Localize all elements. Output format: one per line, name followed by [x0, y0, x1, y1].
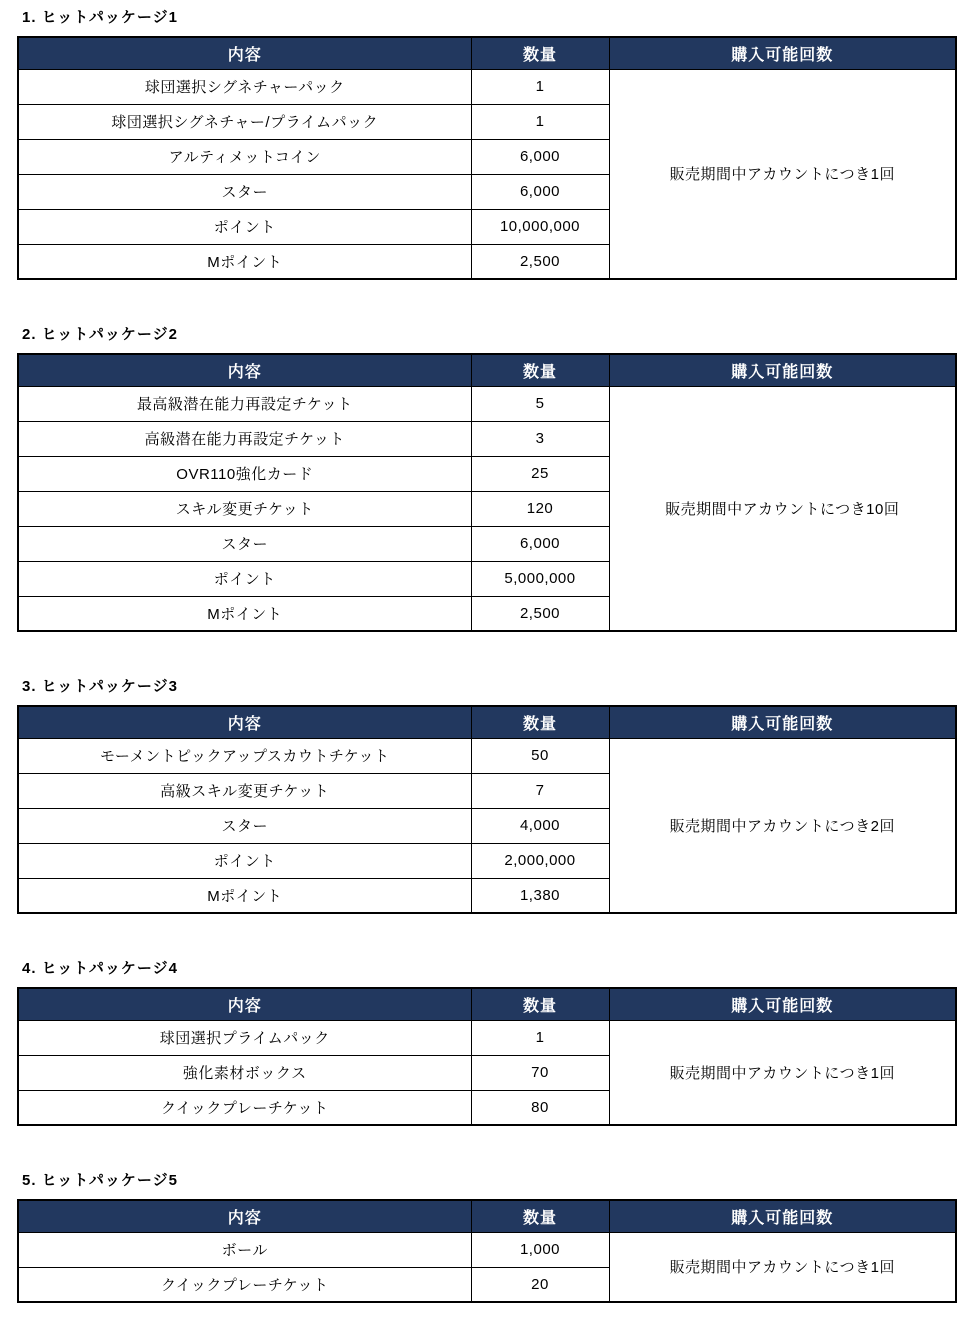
- package-table: [17, 36, 957, 280]
- item-quantity-cell: 3: [471, 421, 609, 456]
- item-name-cell: 高級潜在能力再設定チケット: [18, 421, 471, 456]
- item-name-cell: モーメントピックアップスカウトチケット: [18, 738, 471, 773]
- item-quantity-cell: 2,500: [471, 596, 609, 631]
- table-row: [18, 1232, 956, 1267]
- item-name-cell: 球団選択プライムパック: [18, 1020, 471, 1055]
- package-section-1: [17, 9, 955, 280]
- header-content: 内容: [18, 1200, 471, 1232]
- item-quantity-cell: 1: [471, 1020, 609, 1055]
- section-title: 1. ヒットパッケージ1: [22, 9, 178, 26]
- item-name-cell: アルティメットコイン: [18, 139, 471, 174]
- item-quantity-cell: 1,000: [471, 1232, 609, 1267]
- item-quantity-cell: 1: [471, 69, 609, 104]
- table-body: [18, 1020, 956, 1125]
- item-quantity-cell: 2,500: [471, 244, 609, 279]
- item-quantity-cell: 5: [471, 386, 609, 421]
- header-purchase-limit: 購入可能回数: [609, 354, 956, 386]
- item-name-cell: OVR110強化カード: [18, 456, 471, 491]
- item-name-cell: ポイント: [18, 843, 471, 878]
- table-header-row: [18, 988, 956, 1020]
- item-quantity-cell: 5,000,000: [471, 561, 609, 596]
- item-quantity-cell: 20: [471, 1267, 609, 1302]
- package-section-5: [17, 1172, 955, 1303]
- section-title: 5. ヒットパッケージ5: [22, 1172, 178, 1189]
- package-section-4: [17, 960, 955, 1126]
- section-title: 2. ヒットパッケージ2: [22, 326, 178, 343]
- item-name-cell: 球団選択シグネチャーパック: [18, 69, 471, 104]
- item-name-cell: クイックプレーチケット: [18, 1267, 471, 1302]
- table-header-row: [18, 1200, 956, 1232]
- package-table: [17, 705, 957, 914]
- item-name-cell: Mポイント: [18, 596, 471, 631]
- purchase-limit-cell: 販売期間中アカウントにつき10回: [609, 386, 956, 631]
- header-content: 内容: [18, 354, 471, 386]
- item-name-cell: スター: [18, 174, 471, 209]
- table-body: [18, 386, 956, 631]
- package-section-2: [17, 326, 955, 632]
- item-quantity-cell: 6,000: [471, 174, 609, 209]
- section-title: 4. ヒットパッケージ4: [22, 960, 178, 977]
- item-quantity-cell: 70: [471, 1055, 609, 1090]
- item-name-cell: スター: [18, 808, 471, 843]
- table-body: [18, 738, 956, 913]
- item-name-cell: 強化素材ボックス: [18, 1055, 471, 1090]
- header-content: 内容: [18, 988, 471, 1020]
- item-quantity-cell: 4,000: [471, 808, 609, 843]
- item-quantity-cell: 7: [471, 773, 609, 808]
- header-purchase-limit: 購入可能回数: [609, 988, 956, 1020]
- item-quantity-cell: 6,000: [471, 526, 609, 561]
- header-purchase-limit: 購入可能回数: [609, 1200, 956, 1232]
- item-name-cell: Mポイント: [18, 878, 471, 913]
- table-row: [18, 738, 956, 773]
- table-body: [18, 69, 956, 279]
- item-quantity-cell: 2,000,000: [471, 843, 609, 878]
- header-quantity: 数量: [471, 988, 609, 1020]
- package-table: [17, 1199, 957, 1303]
- item-quantity-cell: 1,380: [471, 878, 609, 913]
- header-quantity: 数量: [471, 1200, 609, 1232]
- table-row: [18, 69, 956, 104]
- item-name-cell: ポイント: [18, 561, 471, 596]
- item-name-cell: クイックプレーチケット: [18, 1090, 471, 1125]
- table-body: [18, 1232, 956, 1302]
- item-name-cell: 最高級潜在能力再設定チケット: [18, 386, 471, 421]
- table-row: [18, 1020, 956, 1055]
- purchase-limit-cell: 販売期間中アカウントにつき1回: [609, 1020, 956, 1125]
- table-header-row: [18, 354, 956, 386]
- package-section-3: [17, 678, 955, 914]
- item-quantity-cell: 50: [471, 738, 609, 773]
- table-header-row: [18, 706, 956, 738]
- item-name-cell: スター: [18, 526, 471, 561]
- item-name-cell: Mポイント: [18, 244, 471, 279]
- header-quantity: 数量: [471, 354, 609, 386]
- header-quantity: 数量: [471, 37, 609, 69]
- item-name-cell: ポイント: [18, 209, 471, 244]
- purchase-limit-cell: 販売期間中アカウントにつき1回: [609, 1232, 956, 1302]
- header-content: 内容: [18, 706, 471, 738]
- package-table: [17, 353, 957, 632]
- purchase-limit-cell: 販売期間中アカウントにつき1回: [609, 69, 956, 279]
- item-name-cell: ボール: [18, 1232, 471, 1267]
- item-quantity-cell: 80: [471, 1090, 609, 1125]
- item-quantity-cell: 10,000,000: [471, 209, 609, 244]
- item-name-cell: 高級スキル変更チケット: [18, 773, 471, 808]
- table-row: [18, 386, 956, 421]
- item-quantity-cell: 1: [471, 104, 609, 139]
- purchase-limit-cell: 販売期間中アカウントにつき2回: [609, 738, 956, 913]
- item-quantity-cell: 120: [471, 491, 609, 526]
- section-title: 3. ヒットパッケージ3: [22, 678, 178, 695]
- item-name-cell: 球団選択シグネチャー/プライムパック: [18, 104, 471, 139]
- item-quantity-cell: 6,000: [471, 139, 609, 174]
- table-header-row: [18, 37, 956, 69]
- header-quantity: 数量: [471, 706, 609, 738]
- header-purchase-limit: 購入可能回数: [609, 37, 956, 69]
- package-table: [17, 987, 957, 1126]
- header-purchase-limit: 購入可能回数: [609, 706, 956, 738]
- item-name-cell: スキル変更チケット: [18, 491, 471, 526]
- header-content: 内容: [18, 37, 471, 69]
- item-quantity-cell: 25: [471, 456, 609, 491]
